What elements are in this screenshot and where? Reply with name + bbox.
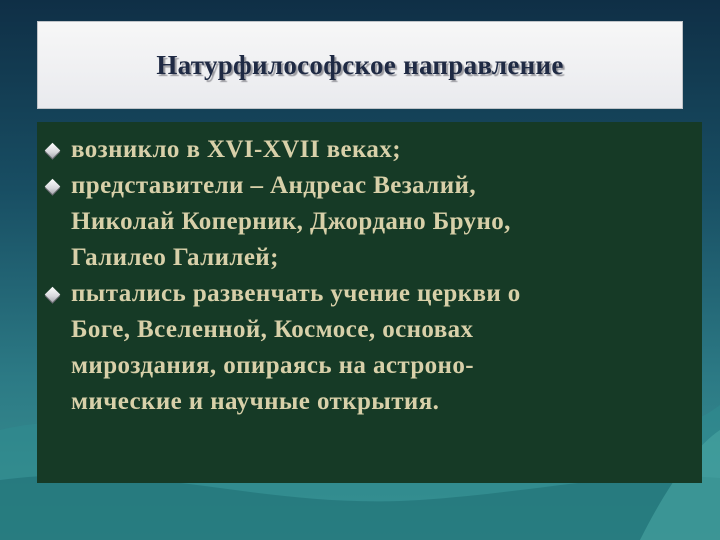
diamond-bullet-icon bbox=[45, 287, 61, 303]
bullet-text: пытались развенчать учение церкви о Боге, Вселенной, Космосе, основах мироздания, опираясь на астроно- мические и научные открытия. bbox=[71, 280, 521, 415]
slide-title: Натурфилософское направление bbox=[156, 49, 564, 80]
bullet-text: возникло в XVI-XVII веках; bbox=[71, 136, 401, 163]
content-box bbox=[37, 122, 702, 483]
bullet-item bbox=[53, 132, 694, 168]
diamond-bullet-icon bbox=[45, 179, 61, 195]
bullet-list bbox=[53, 132, 694, 420]
bullet-item bbox=[53, 276, 694, 420]
title-box bbox=[37, 21, 683, 109]
bullet-text: представители – Андреас Везалий, Николай Коперник, Джордано Бруно, Галилео Галилей; bbox=[71, 172, 511, 271]
diamond-bullet-icon bbox=[45, 143, 61, 159]
bullet-item bbox=[53, 168, 694, 276]
